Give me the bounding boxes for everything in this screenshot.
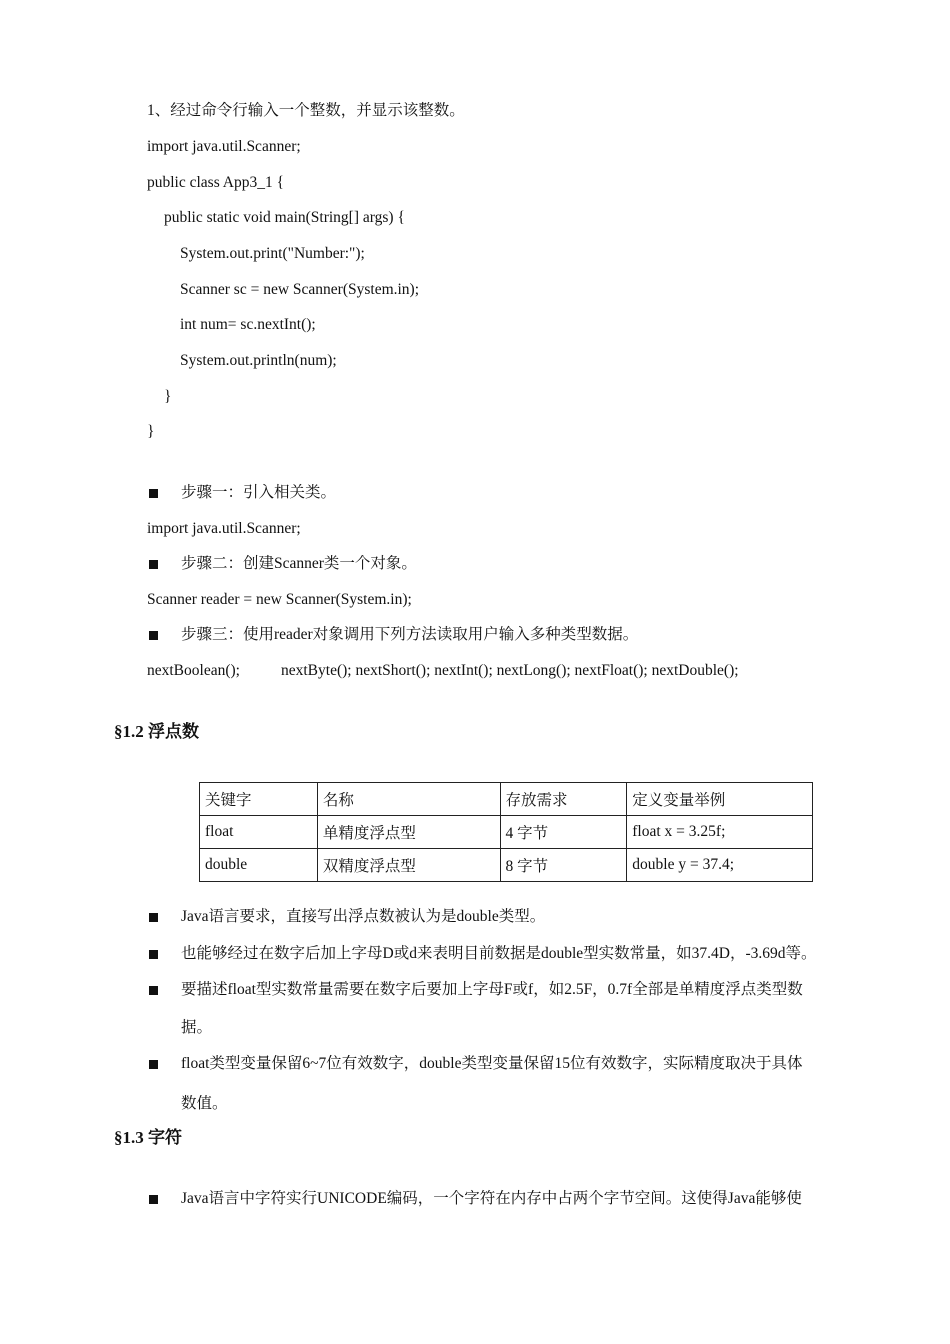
section-heading-char: §1.3 字符 xyxy=(114,1128,182,1147)
table-cell: float xyxy=(200,816,318,849)
table-cell: 4 字节 xyxy=(500,816,627,849)
section-heading-float: §1.2 浮点数 xyxy=(114,722,199,741)
bullet-text: Java语言中字符实行UNICODE编码，一个字符在内存中占两个字节空间。这使得Java能够使 xyxy=(181,1190,802,1207)
table-cell: double y = 37.4; xyxy=(627,849,813,882)
table-header-cell: 名称 xyxy=(317,783,500,816)
table-header-cell: 定义变量举例 xyxy=(627,783,813,816)
table-row xyxy=(200,849,813,882)
table-header-cell: 关键字 xyxy=(200,783,318,816)
bullet-text: Java语言要求，直接写出浮点数被认为是double类型。 xyxy=(181,908,546,925)
code-line: public class App3_1 { xyxy=(147,174,285,191)
step-code: Scanner reader = new Scanner(System.in); xyxy=(147,591,412,608)
code-line: System.out.println(num); xyxy=(180,352,337,369)
code-line: } xyxy=(164,388,172,405)
bullet-square-icon xyxy=(149,986,158,995)
code-line: } xyxy=(147,423,155,440)
table-cell: 单精度浮点型 xyxy=(317,816,500,849)
table-header-row xyxy=(200,783,813,816)
code-line: import java.util.Scanner; xyxy=(147,138,301,155)
step-code: nextBoolean(); xyxy=(147,662,240,679)
bullet-text-continued: 据。 xyxy=(181,1019,213,1036)
bullet-square-icon xyxy=(149,560,158,569)
bullet-text: 也能够经过在数字后加上字母D或d来表明目前数据是double型实数常量，如37.4D，-3.69d等。 xyxy=(181,945,817,962)
bullet-square-icon xyxy=(149,631,158,640)
bullet-square-icon xyxy=(149,1060,158,1069)
step-label: 步骤三：使用reader对象调用下列方法读取用户输入多种类型数据。 xyxy=(181,626,639,643)
step-label: 步骤一：引入相关类。 xyxy=(181,484,337,501)
bullet-square-icon xyxy=(149,950,158,959)
bullet-square-icon xyxy=(149,913,158,922)
table-cell: 双精度浮点型 xyxy=(317,849,500,882)
bullet-square-icon xyxy=(149,489,158,498)
table-row xyxy=(200,816,813,849)
table-cell: float x = 3.25f; xyxy=(627,816,813,849)
step-code: import java.util.Scanner; xyxy=(147,520,301,537)
table-header-cell: 存放需求 xyxy=(500,783,627,816)
code-line: Scanner sc = new Scanner(System.in); xyxy=(180,281,420,298)
float-types-table xyxy=(199,782,813,882)
bullet-text-continued: 数值。 xyxy=(181,1095,228,1112)
table-cell: double xyxy=(200,849,318,882)
table-cell: 8 字节 xyxy=(500,849,627,882)
bullet-square-icon xyxy=(149,1195,158,1204)
code-line: int num= sc.nextInt(); xyxy=(180,316,316,333)
code-line: public static void main(String[] args) { xyxy=(164,209,405,226)
code-line: System.out.print("Number:"); xyxy=(180,245,365,262)
example-title: 1、经过命令行输入一个整数，并显示该整数。 xyxy=(147,102,465,119)
step-label: 步骤二：创建Scanner类一个对象。 xyxy=(181,555,417,572)
bullet-text: 要描述float型实数常量需要在数字后要加上字母F或f，如2.5F，0.7f全部是单精度浮点类型数 xyxy=(181,981,803,998)
bullet-text: float类型变量保留6~7位有效数字，double类型变量保留15位有效数字，实际精度取决于具体 xyxy=(181,1055,803,1072)
step-code: nextByte(); nextShort(); nextInt(); nextLong(); nextFloat(); nextDouble(); xyxy=(281,662,739,679)
